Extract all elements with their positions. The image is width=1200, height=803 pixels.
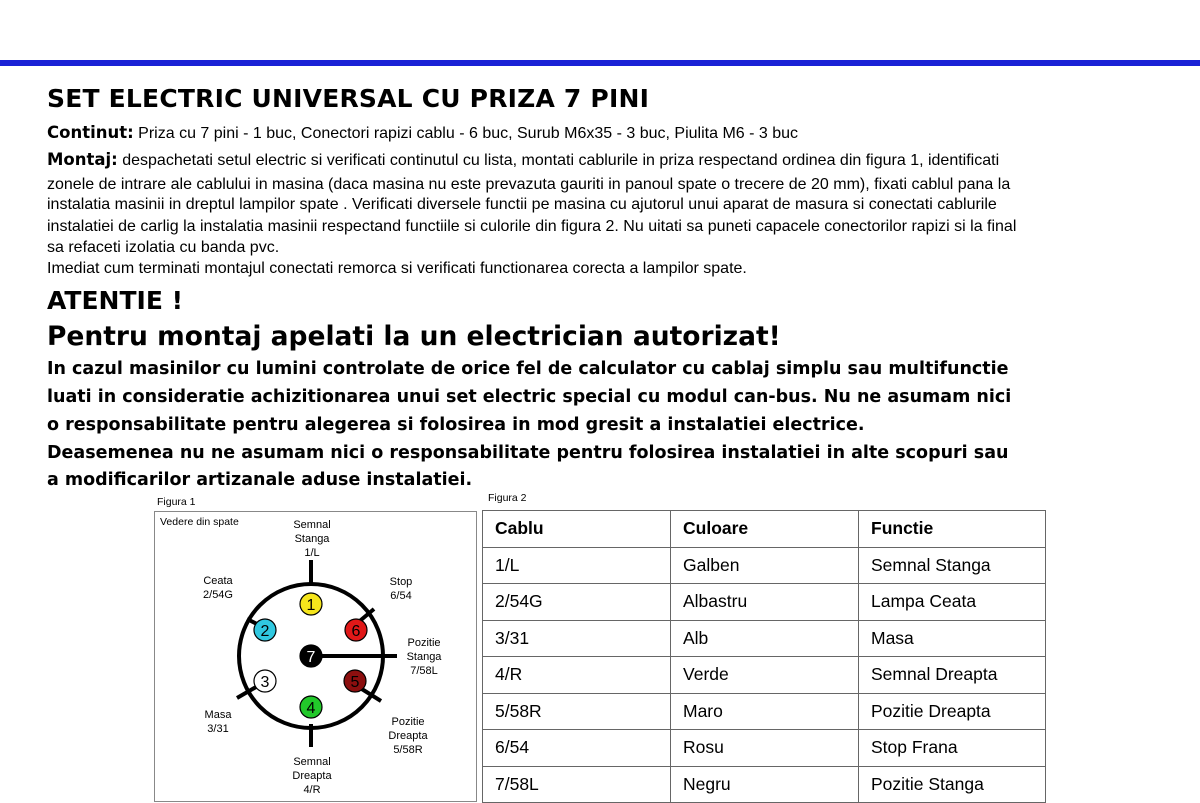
pin-5	[344, 670, 366, 692]
label-pin-1: Semnal	[293, 519, 331, 531]
cell-culoare: Rosu	[671, 730, 859, 767]
header-functie: Functie	[859, 511, 1046, 548]
svg-text:3: 3	[260, 674, 270, 691]
label-pin-3: Masa	[204, 709, 232, 721]
cell-culoare: Albastru	[671, 584, 859, 621]
cell-cablu: 2/54G	[483, 584, 671, 621]
warning-line: luati in consideratie achizitionarea unui set electric special cu modul can-bus. Nu ne asumam nici	[47, 387, 1012, 407]
table-header-row	[483, 511, 1046, 548]
table-row	[483, 620, 1046, 657]
cell-cablu: 1/L	[483, 547, 671, 584]
pin-4	[300, 696, 322, 718]
cell-functie: Pozitie Stanga	[859, 766, 1046, 803]
montaj-line-1	[47, 150, 999, 171]
wire-table	[482, 510, 1046, 803]
table-row	[483, 584, 1046, 621]
cell-cablu: 4/R	[483, 657, 671, 694]
svg-text:Stanga: Stanga	[294, 533, 330, 545]
socket-diagram	[154, 511, 477, 802]
figura2-caption: Figura 2	[488, 492, 527, 504]
cell-functie: Pozitie Dreapta	[859, 693, 1046, 730]
svg-text:2: 2	[260, 623, 270, 640]
svg-text:4/R: 4/R	[303, 784, 321, 796]
montaj-label: Montaj:	[47, 150, 118, 169]
svg-text:Stanga: Stanga	[406, 651, 442, 663]
cell-cablu: 3/31	[483, 620, 671, 657]
electrician-heading: Pentru montaj apelati la un electrician autorizat!	[47, 321, 781, 352]
header-culoare: Culoare	[671, 511, 859, 548]
header-cablu: Cablu	[483, 511, 671, 548]
table-row	[483, 693, 1046, 730]
cell-functie: Semnal Dreapta	[859, 657, 1046, 694]
continut-text: Priza cu 7 pini - 1 buc, Conectori rapizi cablu - 6 buc, Surub M6x35 - 3 buc, Piulita M6 - 3 buc	[133, 125, 799, 142]
svg-text:5/58R: 5/58R	[393, 744, 423, 756]
continut-label: Continut:	[47, 123, 134, 142]
pin-7	[300, 645, 322, 667]
page-title: SET ELECTRIC UNIVERSAL CU PRIZA 7 PINI	[47, 84, 650, 113]
montaj-text-1: despachetati setul electric si verificati continutul cu lista, montati cablurile in priza respectand ordinea din figura 1, identificati	[117, 152, 1000, 169]
svg-text:6/54: 6/54	[390, 590, 412, 602]
view-label: Vedere din spate	[160, 516, 239, 528]
warning-line: Deasemenea nu ne asumam nici o responsabilitate pentru folosirea instalatiei in alte scopuri sau	[47, 443, 1009, 463]
svg-text:7/58L: 7/58L	[410, 665, 438, 677]
svg-text:4: 4	[306, 700, 316, 717]
top-rule	[0, 60, 1200, 66]
cell-culoare: Maro	[671, 693, 859, 730]
svg-text:7: 7	[306, 649, 316, 666]
cell-cablu: 6/54	[483, 730, 671, 767]
svg-text:Dreapta: Dreapta	[388, 730, 428, 742]
cell-culoare: Alb	[671, 620, 859, 657]
montaj-line-3: instalatia masinii in dreptul lampilor spate . Verificati diversele functii pe masina cu ajutorul unui aparat de masura si conectati cablurile	[47, 196, 997, 213]
label-pin-7: Pozitie	[407, 637, 441, 649]
svg-text:2/54G: 2/54G	[203, 589, 233, 601]
svg-text:3/31: 3/31	[207, 723, 229, 735]
montaj-line-4: instalatiei de carlig la instalatia masinii respectand functiile si culorile din figura 2. Nu uitati sa puneti capacele conectorilor rapizi si la final	[47, 218, 1017, 235]
cell-functie: Semnal Stanga	[859, 547, 1046, 584]
svg-text:Dreapta: Dreapta	[292, 770, 332, 782]
figura1-caption: Figura 1	[157, 496, 196, 508]
continut-paragraph	[47, 123, 798, 144]
montaj-line-5: sa refaceti izolatia cu banda pvc.	[47, 239, 280, 256]
svg-text:1: 1	[306, 597, 316, 614]
pin-6	[345, 619, 367, 641]
svg-text:5: 5	[350, 674, 360, 691]
cell-cablu: 5/58R	[483, 693, 671, 730]
montaj-line-2: zonele de intrare ale cablului in masina (daca masina nu este prevazuta gauriti in panoul spate o trecere de 20 mm), fixati cablul pana la	[47, 176, 1011, 193]
label-pin-5: Pozitie	[391, 716, 425, 728]
montaj-line-6: Imediat cum terminati montajul conectati remorca si verificati functionarea corecta a lampilor spate.	[47, 260, 747, 277]
label-pin-2: Ceata	[203, 575, 233, 587]
table-row	[483, 657, 1046, 694]
cell-functie: Stop Frana	[859, 730, 1046, 767]
cell-functie: Masa	[859, 620, 1046, 657]
cell-functie: Lampa Ceata	[859, 584, 1046, 621]
warning-line: o responsabilitate pentru alegerea si folosirea in mod gresit a instalatiei electrice.	[47, 415, 865, 435]
pin-2	[254, 619, 276, 641]
table-row	[483, 547, 1046, 584]
atentie-heading: ATENTIE !	[47, 286, 183, 315]
cell-culoare: Verde	[671, 657, 859, 694]
svg-text:6: 6	[351, 623, 361, 640]
cell-culoare: Galben	[671, 547, 859, 584]
svg-text:1/L: 1/L	[304, 547, 320, 559]
label-pin-4: Semnal	[293, 756, 331, 768]
cell-culoare: Negru	[671, 766, 859, 803]
warning-line: a modificarilor artizanale aduse instalatiei.	[47, 470, 473, 490]
warning-line: In cazul masinilor cu lumini controlate de orice fel de calculator cu cablaj simplu sau multifunctie	[47, 359, 1009, 379]
table-row	[483, 730, 1046, 767]
table-row	[483, 766, 1046, 803]
label-pin-6: Stop	[389, 576, 413, 588]
cell-cablu: 7/58L	[483, 766, 671, 803]
pin-3	[254, 670, 276, 692]
pin-1	[300, 593, 322, 615]
